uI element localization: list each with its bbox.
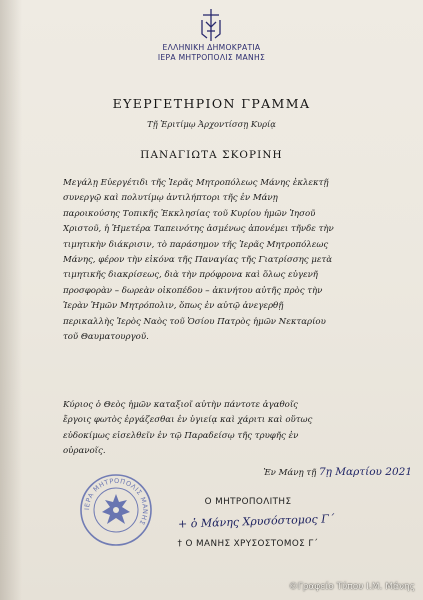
text-line: περικαλλὴς Ἱερὸς Ναὸς τοῦ Ὁσίου Πατρὸς ἡμῶν Νεκταρίου [63,316,326,327]
place-date-line [0,466,412,478]
text-line: προσφορὰν – δωρεὰν οἰκοπέδου – ἀκινήτου αὐτῆς πρὸς τὴν [63,285,323,296]
text-line: παροικούσης Τοπικῆς Ἐκκλησίας τοῦ Κυρίου ἡμῶν Ἰησοῦ [63,208,316,219]
church-emblem-icon [198,8,224,42]
place-prefix: Ἐν Μάνῃ τῇ [263,468,317,478]
text-line: τιμητικὴν διάκρισιν, τὸ παράσημον τῆς Ἱερᾶς Μητροπόλεως [63,239,329,250]
signatory-name: † Ο ΜΑΝΗΣ ΧΡΥΣΟΣΤΟΜΟΣ Γ΄ [177,539,319,549]
text-line: οὐρανοῖς. [63,446,106,457]
body-paragraph-2 [63,398,403,460]
signatory-title: Ο ΜΗΤΡΟΠΟΛΙΤΗΣ [204,497,292,507]
text-line: τιμητικῆς διακρίσεως, διὰ τὴν πρόφρονα καὶ ὅλως εὐγενῆ [63,270,318,281]
photo-credit-watermark: ©Γραφείο Τύπου Ι.Μ. Μάνης [288,582,415,592]
text-line: συνεργῷ καὶ πολυτίμῳ ἀντιλήπτορι τῆς ἐν Μάνῃ [63,193,278,204]
seal-ring-text: ΙΕΡΑ ΜΗΤΡΟΠΟΛΙΣ ΜΑΝΗΣ [82,476,150,527]
header-state: ΕΛΛΗΝΙΚΗ ΔΗΜΟΚΡΑΤΙΑ [162,43,261,52]
text-line: Μάνης, φέρον τὴν εἰκόνα τῆς Παναγίας τῆς Γιατρίσσης μετὰ [63,254,333,265]
metropolis-seal-stamp [78,472,154,548]
document-title: ΕΥΕΡΓΕΤΗΡΙΟΝ ΓΡΑΜΜΑ [112,96,311,111]
text-line: εὐδοκίμως εἰσελθεῖν ἐν τῷ Παραδείσῳ τῆς τρυφῆς ἐν [63,430,299,441]
text-line: Ἱερὰν Ἡμῶν Μητρόπολιν, ὅπως ἐν αὐτῷ ἀνεγερθῇ [63,301,284,312]
page-shadow [0,0,22,600]
text-line: ἔργοις φωτὸς ἐργάζεσθαι ἐν ὑγιείᾳ καὶ χάριτι καὶ οὕτως [63,415,313,426]
text-line: τοῦ Θαυματουργοῦ. [63,331,149,342]
body-paragraph-1 [63,176,403,345]
text-line: Κύριος ὁ Θεὸς ἡμῶν καταξιοῖ αὐτὴν πάντοτε ἀγαθοῖς [63,400,298,410]
handwritten-date: 7ῃ Μαρτίου 2021 [318,466,412,478]
text-line: Χριστοῦ, ἡ Ἡμετέρα Ταπεινότης ἀσμένως ἀπονέμει τῆνδε τὴν [63,224,334,235]
handwritten-signature: + ὁ Μάνης Χρυσόστομος Γ΄ [177,512,335,531]
recipient-name: ΠΑΝΑΓΙΩΤΑ ΣΚΟΡΙΝΗ [140,149,283,161]
text-line: Μεγάλῃ Εὐεργέτιδι τῆς Ἱερᾶς Μητροπόλεως Μάνης ἐκλεκτῇ [63,178,329,188]
dedication-line: Τῇ Ἐριτίμῳ Ἀρχοντίσσῃ Κυρίᾳ [147,119,276,129]
header-metropolis: ΙΕΡΑ ΜΗΤΡΟΠΟΛΙΣ ΜΑΝΗΣ [157,53,266,62]
